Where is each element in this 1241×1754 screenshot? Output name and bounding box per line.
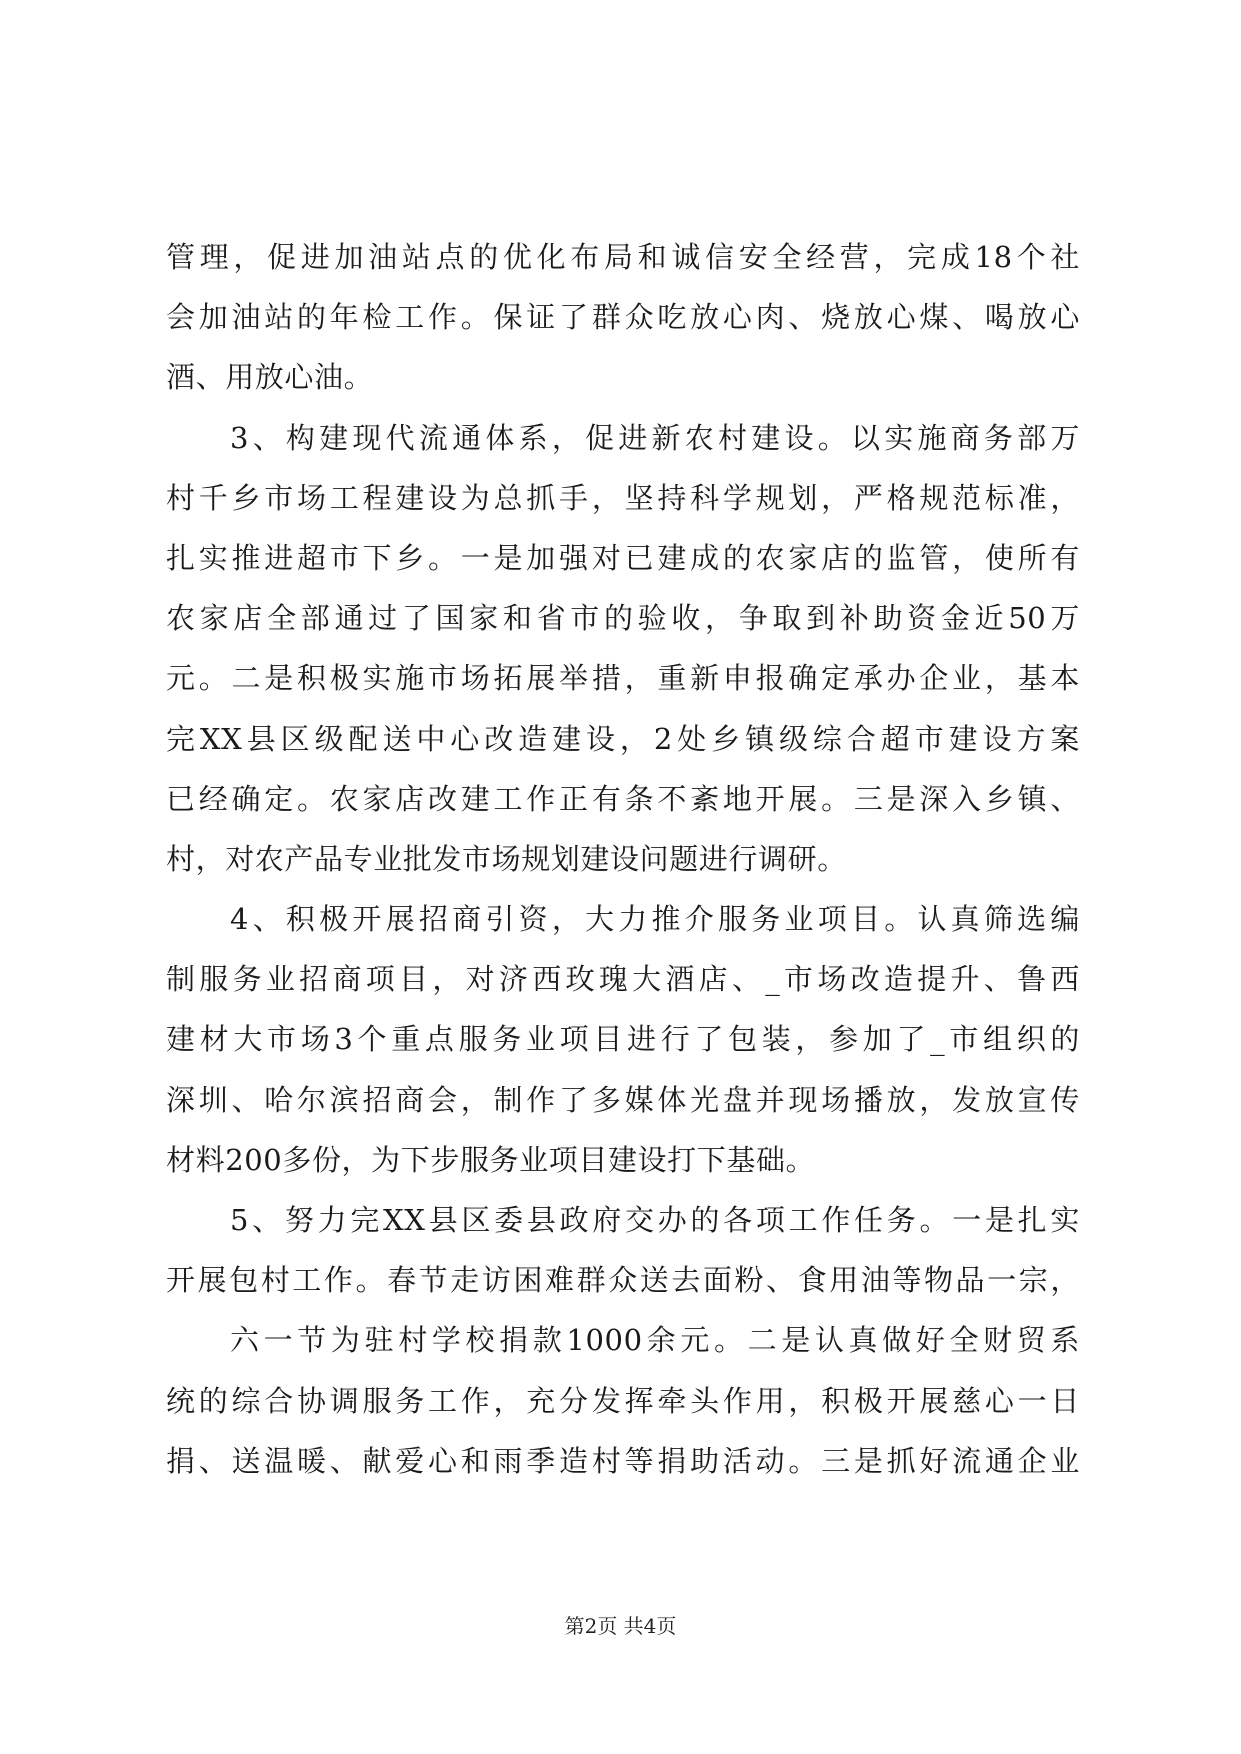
text-line: 已经确定。农家店改建工作正有条不紊地开展。三是深入乡镇、 [166, 781, 1080, 816]
text-line: 农家店全部通过了国家和省市的验收，争取到补助资金近50万 [166, 601, 1080, 636]
text-line: 开展包村工作。春节走访困难群众送去面粉、食用油等物品一宗， [166, 1263, 1080, 1298]
text-line: 会加油站的年检工作。保证了群众吃放心肉、烧放心煤、喝放心 [166, 300, 1080, 335]
text-line: 村，对农产品专业批发市场规划建设问题进行调研。 [166, 841, 847, 876]
text-line: 材料200多份，为下步服务业项目建设打下基础。 [166, 1142, 816, 1177]
text-line: 扎实推进超市下乡。一是加强对已建成的农家店的监管，使所有 [166, 540, 1080, 575]
text-line: 管理，促进加油站点的优化布局和诚信安全经营，完成18个社 [166, 240, 1080, 274]
paragraph-start-line: 3、构建现代流通体系，促进新农村建设。以实施商务部万 [230, 420, 1080, 455]
document-body [166, 227, 1080, 1491]
paragraph-start-line: 六一节为驻村学校捐款1000余元。二是认真做好全财贸系 [230, 1323, 1080, 1358]
text-line: 完XX县区级配送中心改造建设，2处乡镇级综合超市建设方案 [166, 721, 1080, 756]
text-line: 建材大市场3个重点服务业项目进行了包装，参加了_市组织的 [166, 1022, 1080, 1057]
text-line: 酒、用放心油。 [166, 360, 374, 395]
text-line: 制服务业招商项目，对济西玫瑰大酒店、_市场改造提升、鲁西 [166, 962, 1080, 997]
page-number-footer: 第2页 共4页 [564, 1614, 677, 1638]
text-line: 深圳、哈尔滨招商会，制作了多媒体光盘并现场播放，发放宣传 [166, 1082, 1080, 1117]
text-line: 村千乡市场工程建设为总抓手，坚持科学规划，严格规范标准， [166, 480, 1080, 515]
text-line: 元。二是积极实施市场拓展举措，重新申报确定承办企业，基本 [166, 661, 1080, 696]
paragraph-start-line: 5、努力完XX县区委县政府交办的各项工作任务。一是扎实 [230, 1203, 1080, 1237]
text-line: 捐、送温暖、献爱心和雨季造村等捐助活动。三是抓好流通企业 [166, 1443, 1080, 1478]
paragraph-start-line: 4、积极开展招商引资，大力推介服务业项目。认真筛选编 [230, 902, 1080, 937]
text-line: 统的综合协调服务工作，充分发挥牵头作用，积极开展慈心一日 [166, 1383, 1080, 1418]
